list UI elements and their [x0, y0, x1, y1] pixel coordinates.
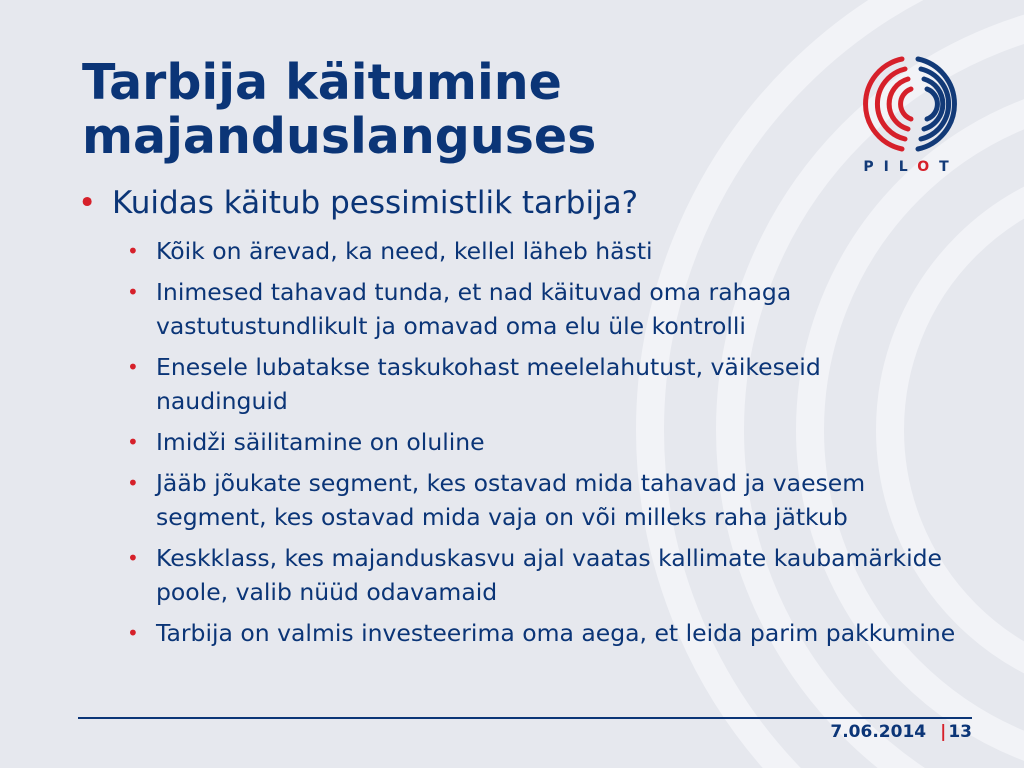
sub-bullet-text: Enesele lubatakse taskukohast meelelahutust, väikeseid naudinguid — [156, 353, 821, 415]
bullet-marker: • — [127, 355, 139, 379]
sub-bullet-text: Inimesed tahavad tunda, et nad käituvad oma rahaga vastutustundlikult ja omavad oma elu üle kontrolli — [156, 278, 792, 340]
bullet-marker: • — [127, 621, 139, 645]
sub-bullet — [125, 425, 958, 459]
bullet-marker: • — [127, 239, 139, 263]
sub-bullet-text: Keskklass, kes majanduskasvu ajal vaatas kallimate kaubamärkide poole, valib nüüd odavamaid — [156, 544, 942, 606]
bullet-marker: • — [78, 185, 97, 221]
slide-footer — [830, 722, 972, 742]
title-line-1: Tarbija käitumine — [82, 54, 562, 111]
sub-bullet-text: Kõik on ärevad, ka need, kellel läheb hästi — [156, 237, 653, 265]
bullet-marker: • — [127, 471, 139, 495]
slide-content — [78, 184, 958, 657]
sub-bullet — [125, 616, 958, 650]
main-bullet-text: Kuidas käitub pessimistlik tarbija? — [112, 185, 639, 221]
pilot-logo — [850, 55, 972, 180]
sub-bullet-text: Tarbija on valmis investeerima oma aega, et leida parim pakkumine — [156, 619, 956, 647]
sub-bullet — [125, 350, 958, 418]
pilot-logo-icon — [850, 55, 972, 155]
footer-separator: | — [940, 722, 947, 742]
sub-bullet-list — [78, 234, 958, 650]
footer-date: 7.06.2014 — [830, 722, 927, 742]
main-bullet — [78, 184, 958, 222]
sub-bullet — [125, 234, 958, 268]
bullet-marker: • — [127, 430, 139, 454]
bullet-marker: • — [127, 280, 139, 304]
page-number: 13 — [948, 722, 972, 742]
bullet-marker: • — [127, 546, 139, 570]
pilot-logo-wordmark: PILOT — [863, 159, 959, 175]
sub-bullet — [125, 541, 958, 609]
sub-bullet-text: Jääb jõukate segment, kes ostavad mida tahavad ja vaesem segment, kes ostavad mida vaja on või milleks raha jätkub — [156, 469, 866, 531]
sub-bullet — [125, 466, 958, 534]
title-line-2: majanduslanguses — [82, 108, 597, 165]
slide-title — [82, 56, 802, 164]
sub-bullet — [125, 275, 958, 343]
sub-bullet-text: Imidži säilitamine on oluline — [156, 428, 485, 456]
footer-divider — [78, 717, 972, 719]
